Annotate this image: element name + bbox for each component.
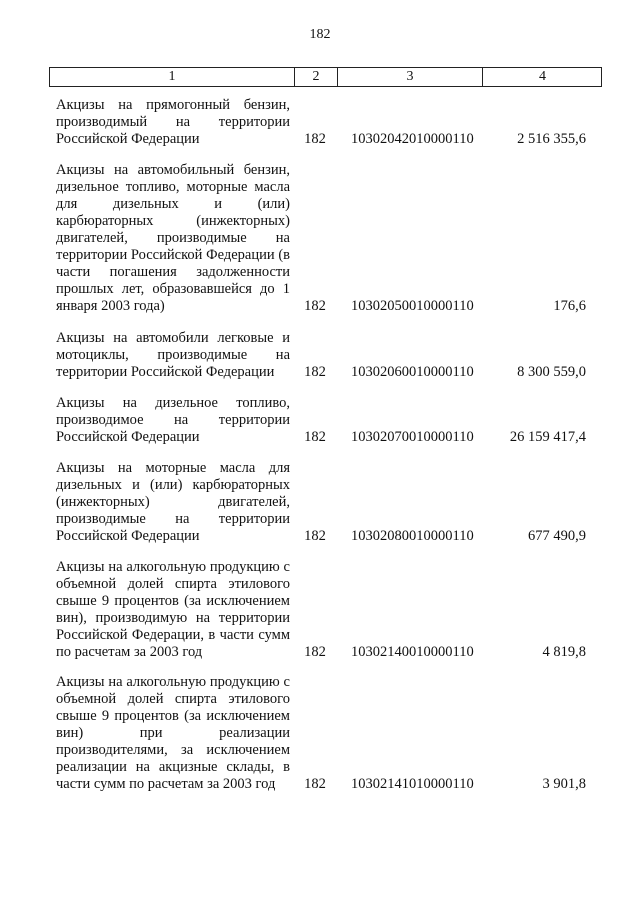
row-amount: 4 819,8	[542, 644, 586, 660]
row-kbk-code: 10302070010000110	[351, 429, 474, 445]
row-description: Акцизы на автомобильный бензин, дизельное топливо, моторные масла для дизельных и (или) карбюраторных (инжекторных) двигателей, производимые на территории Российской Федерации (в части погашения задолженности прошлых лет, образовавшейся до 1 января 2003 года)	[56, 162, 290, 314]
row-kbk-code: 10302140010000110	[351, 644, 474, 660]
row-kbk-code: 10302050010000110	[351, 298, 474, 314]
row-kbk-code: 10302141010000110	[351, 776, 474, 792]
table-row	[0, 162, 640, 315]
row-amount: 3 901,8	[542, 776, 586, 792]
table-row	[0, 559, 640, 661]
header-col-1: 1	[168, 69, 176, 84]
row-admin-code: 182	[304, 644, 326, 660]
table-row	[0, 97, 640, 148]
row-admin-code: 182	[304, 776, 326, 792]
row-description: Акцизы на прямогонный бензин, производимый на территории Российской Федерации	[56, 97, 290, 147]
table-row	[0, 460, 640, 545]
page-number: 182	[309, 27, 331, 42]
row-description: Акцизы на автомобили легковые и мотоциклы, производимые на территории Российской Федерации	[56, 330, 290, 380]
table-row	[0, 395, 640, 446]
row-amount: 2 516 355,6	[517, 131, 586, 147]
row-admin-code: 182	[304, 429, 326, 445]
row-amount: 176,6	[553, 298, 586, 314]
row-admin-code: 182	[304, 528, 326, 544]
row-amount: 8 300 559,0	[517, 364, 586, 380]
row-admin-code: 182	[304, 131, 326, 147]
table-header	[49, 67, 602, 87]
table-row	[0, 674, 640, 793]
row-kbk-code: 10302042010000110	[351, 131, 474, 147]
row-amount: 677 490,9	[528, 528, 586, 544]
table-row	[0, 330, 640, 381]
header-col-3: 3	[406, 69, 414, 84]
row-amount: 26 159 417,4	[509, 429, 586, 445]
row-admin-code: 182	[304, 298, 326, 314]
row-kbk-code: 10302080010000110	[351, 528, 474, 544]
header-col-2: 2	[312, 69, 320, 84]
row-description: Акцизы на дизельное топливо, производимое на территории Российской Федерации	[56, 395, 290, 445]
row-admin-code: 182	[304, 364, 326, 380]
row-description: Акцизы на алкогольную продукцию с объемной долей спирта этилового свыше 9 процентов (за исключением вин), производимую на территории Российской Федерации, в части сумм по расчетам за 2003 год	[56, 559, 290, 660]
header-col-4: 4	[539, 69, 546, 84]
row-kbk-code: 10302060010000110	[351, 364, 474, 380]
row-description: Акцизы на моторные масла для дизельных и (или) карбюраторных (инжекторных) двигателей, производимые на территории Российской Федерации	[56, 460, 290, 544]
row-description: Акцизы на алкогольную продукцию с объемной долей спирта этилового свыше 9 процентов (за исключением вин) при реализации производителями, за исключением реализации на акцизные склады, в части сумм по расчетам за 2003 год	[56, 674, 290, 792]
